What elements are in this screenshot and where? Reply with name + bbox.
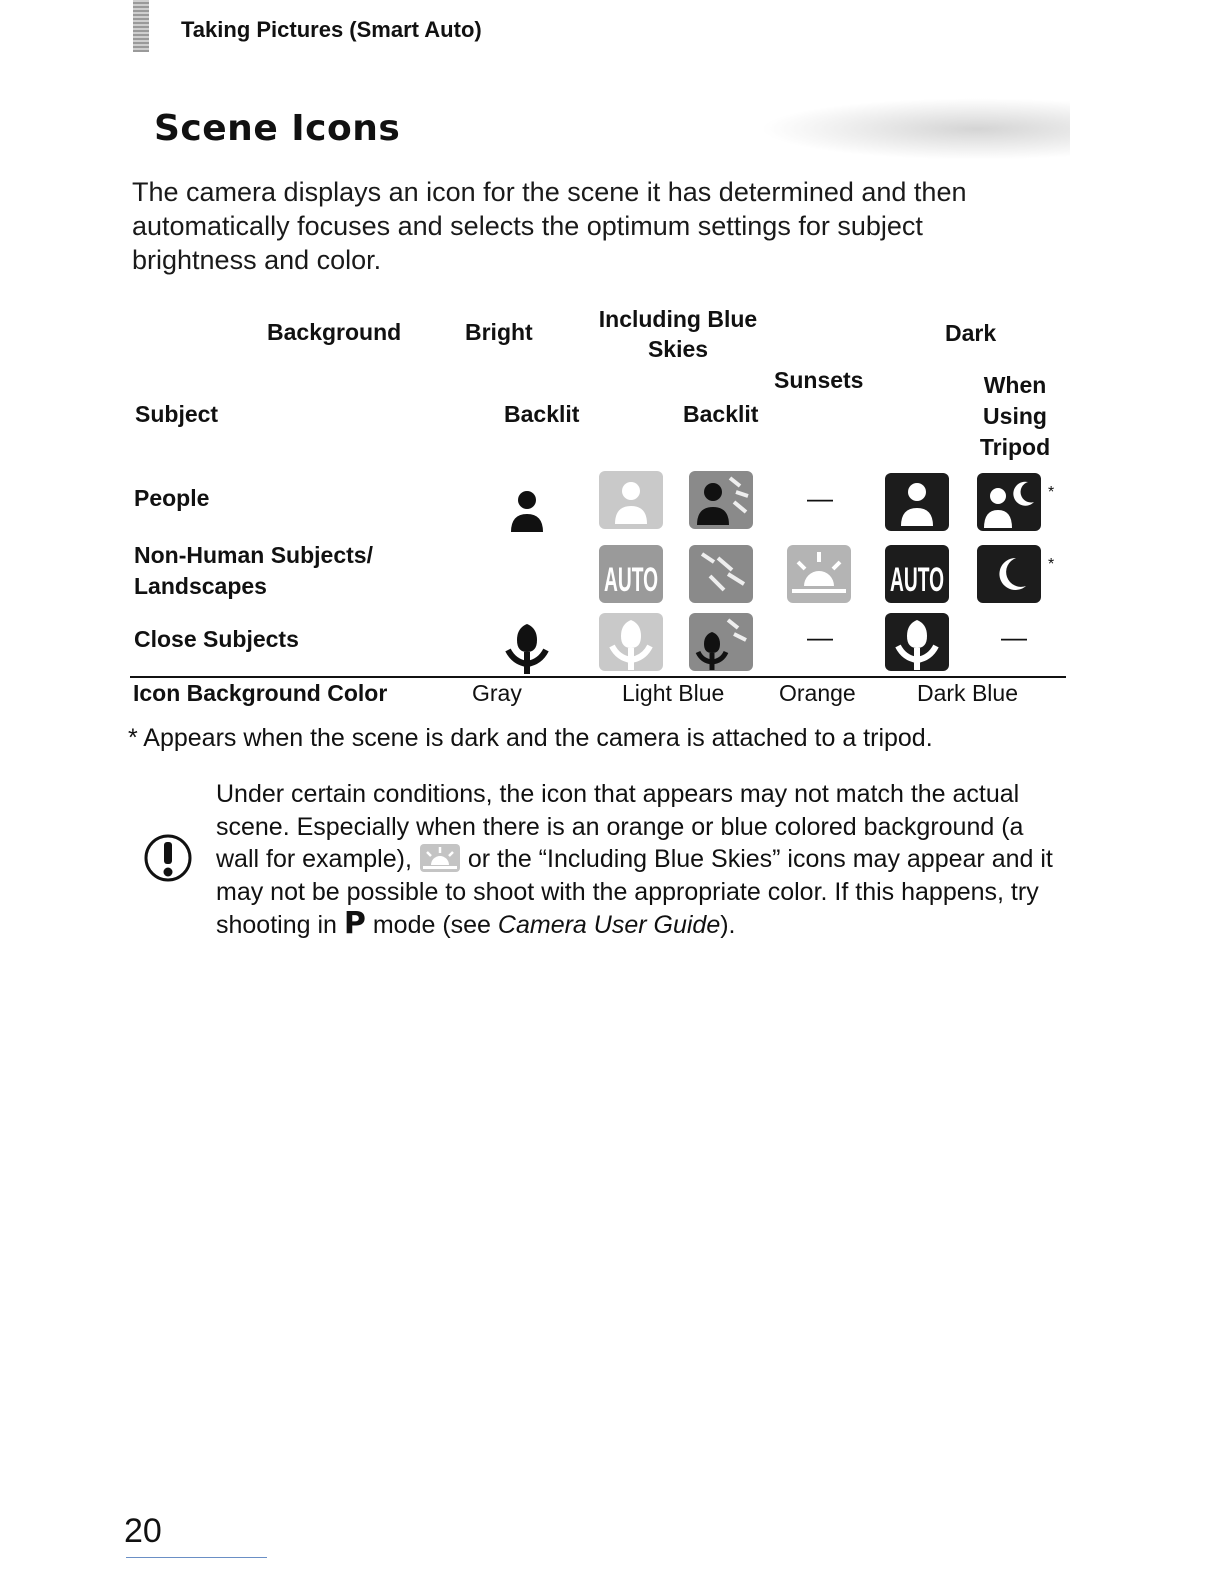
page-number-rule (126, 1557, 267, 1558)
sub-sunsets: Sunsets (774, 367, 864, 393)
intro-paragraph: The camera displays an icon for the scene it has determined and then automatically focuses and selects the optimum settings for subject brightness and color. (132, 177, 967, 275)
caution-text-4: ). (720, 911, 736, 939)
close-bright-icon (494, 618, 560, 678)
caution-text-1: Under certain conditions, the icon that appears may not match the actual scene. Especially when there is an orange or blue colored background (a wall for example), (216, 780, 1024, 873)
close-blue-skies-backlit-icon (688, 612, 754, 672)
row-landscapes: Non-Human Subjects/ Landscapes (134, 542, 373, 599)
landscape-tripod-star: * (1048, 556, 1055, 573)
people-backlit-icon (598, 470, 664, 530)
program-mode-p: P (343, 906, 366, 941)
caution-paragraph (216, 778, 1056, 942)
bg-color-gray: Gray (472, 680, 522, 706)
col-bright: Bright (465, 319, 533, 345)
bg-color-label: Icon Background Color (133, 680, 388, 706)
close-sunsets-dash: — (807, 622, 833, 652)
row-people: People (134, 485, 210, 511)
bg-color-light-blue: Light Blue (622, 680, 725, 706)
header-bar (133, 0, 149, 52)
sub-backlit-bright: Backlit (504, 401, 580, 427)
sub-tripod: When Using Tripod (979, 372, 1051, 460)
table-divider (130, 676, 1066, 678)
close-backlit-icon (598, 612, 664, 672)
col-dark: Dark (945, 320, 997, 346)
people-sunsets-dash: — (807, 483, 833, 513)
sub-backlit-skies: Backlit (683, 401, 759, 427)
landscape-blue-skies-backlit-icon (688, 544, 754, 604)
header-section-title: Taking Pictures (Smart Auto) (181, 17, 482, 42)
landscape-sunsets-icon (786, 544, 852, 604)
people-dark-icon (884, 472, 950, 532)
caution-text-2: or the “Including Blue Skies” icons may appear and it may not be possible to shoot with the appropriate color. If this happens, try shooting in (216, 845, 1053, 939)
people-blue-skies-backlit-icon (688, 470, 754, 530)
row-header-subject: Subject (135, 401, 219, 427)
bg-color-orange: Orange (779, 680, 856, 706)
close-dark-icon (884, 612, 950, 672)
caution-text-3: mode (see (372, 911, 491, 939)
sunsets-inline-icon (419, 843, 461, 873)
close-tripod-dash: — (1001, 622, 1027, 652)
landscape-dark-icon (884, 544, 950, 604)
svg-text:AUTO: AUTO (890, 561, 944, 599)
landscape-tripod-icon (976, 544, 1042, 604)
svg-text:AUTO: AUTO (604, 561, 658, 599)
caution-icon (142, 832, 194, 884)
col-blue-skies: Including Blue Skies (598, 306, 758, 362)
people-tripod-star: * (1048, 484, 1055, 501)
bg-color-dark-blue: Dark Blue (917, 680, 1018, 706)
landscape-backlit-icon (598, 544, 664, 604)
page-title: Scene Icons (154, 108, 401, 149)
title-decoration (760, 98, 1070, 160)
camera-user-guide-ref: Camera User Guide (497, 911, 721, 939)
page-number: 20 (124, 1512, 162, 1550)
row-close: Close Subjects (134, 626, 299, 652)
people-bright-icon (494, 484, 560, 544)
footnote: * Appears when the scene is dark and the camera is attached to a tripod. (128, 724, 933, 752)
col-background: Background (267, 319, 402, 345)
people-tripod-icon (976, 472, 1042, 532)
